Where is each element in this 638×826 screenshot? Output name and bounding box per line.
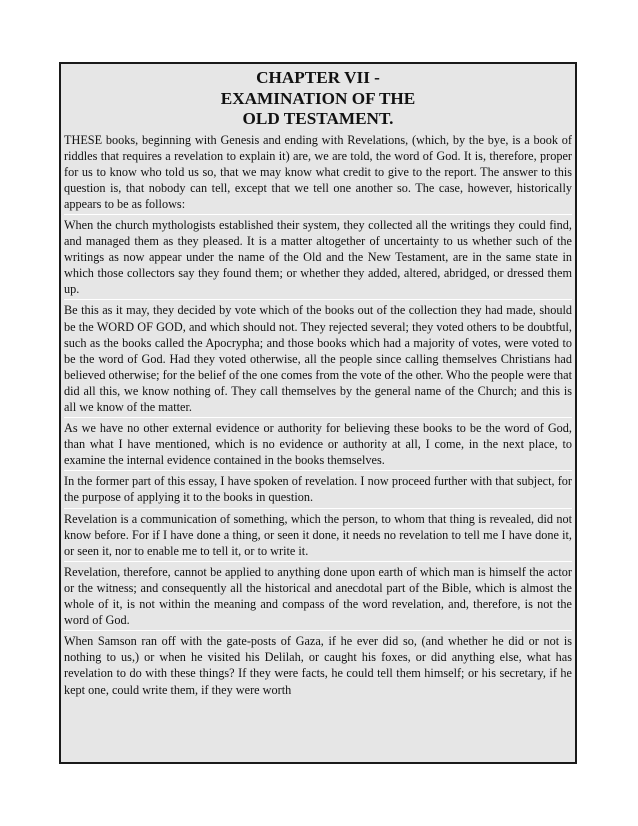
paragraph: In the former part of this essay, I have spoken of revelation. I now proceed further with that subject, for the purpose of applying it to the books in question. — [64, 473, 572, 508]
chapter-heading — [64, 68, 572, 130]
paragraph: Revelation is a communication of something, which the person, to whom that thing is revealed, did not know before. For if I have done a thing, or seen it done, it needs no revelation to tell me I have done it, or seen it, nor to enable me to tell it, or to write it. — [64, 511, 572, 562]
paragraph: Revelation, therefore, cannot be applied to anything done upon earth of which man is himself the actor or the witness; and consequently all the historical and anecdotal part of the Bible, which is almost the whole of it, is not within the meaning and compass of the word revelation, and, therefore, is not the word of God. — [64, 564, 572, 631]
chapter-number: CHAPTER VII - — [256, 68, 380, 87]
body-text — [64, 132, 572, 700]
paragraph: THESE books, beginning with Genesis and ending with Revelations, (which, by the bye, is a book of riddles that requires a revelation to explain it) are, we are told, the word of God. It is, therefore, proper for us to know who told us so, that we may know what credit to give to the report. The answer to this question is, that nobody can tell, except that we tell one another so. The case, however, historically appears to be as follows: — [64, 132, 572, 215]
chapter-title-line-1: EXAMINATION OF THE — [220, 88, 416, 108]
chapter-title-line-2: OLD TESTAMENT. — [242, 109, 394, 128]
paragraph: When Samson ran off with the gate-posts of Gaza, if he ever did so, (and whether he did or not is nothing to us,) or when he visited his Delilah, or caught his foxes, or did anything else, what has revelation to do with these things? If they were facts, he could tell them himself; or his secretary, if he kept one, could write them, if they were worth — [64, 634, 572, 697]
paragraph: As we have no other external evidence or authority for believing these books to be the word of God, than what I have mentioned, which is no evidence or authority at all, I come, in the next place, to examine the internal evidence contained in the books themselves. — [64, 420, 572, 471]
paragraph: Be this as it may, they decided by vote which of the books out of the collection they had made, should be the WORD OF GOD, and which should not. They rejected several; they voted others to be doubtful, such as the books called the Apocrypha; and those books which had a majority of votes, were voted to be the word of God. Had they voted otherwise, all the people since calling themselves Christians had believed otherwise; for the belief of the one comes from the vote of the other. Who the people were that did all this, we know nothing of. They call themselves by the general name of the Church; and this is all we know of the matter. — [64, 302, 572, 418]
page-text-box — [59, 62, 577, 764]
paragraph: When the church mythologists established their system, they collected all the writings they could find, and managed them as they pleased. It is a matter altogether of uncertainty to us whether such of the writings as now appear under the name of the Old and the New Testament, are in the same state in which those collectors say they found them; or whether they added, altered, abridged, or dressed them up. — [64, 217, 572, 300]
